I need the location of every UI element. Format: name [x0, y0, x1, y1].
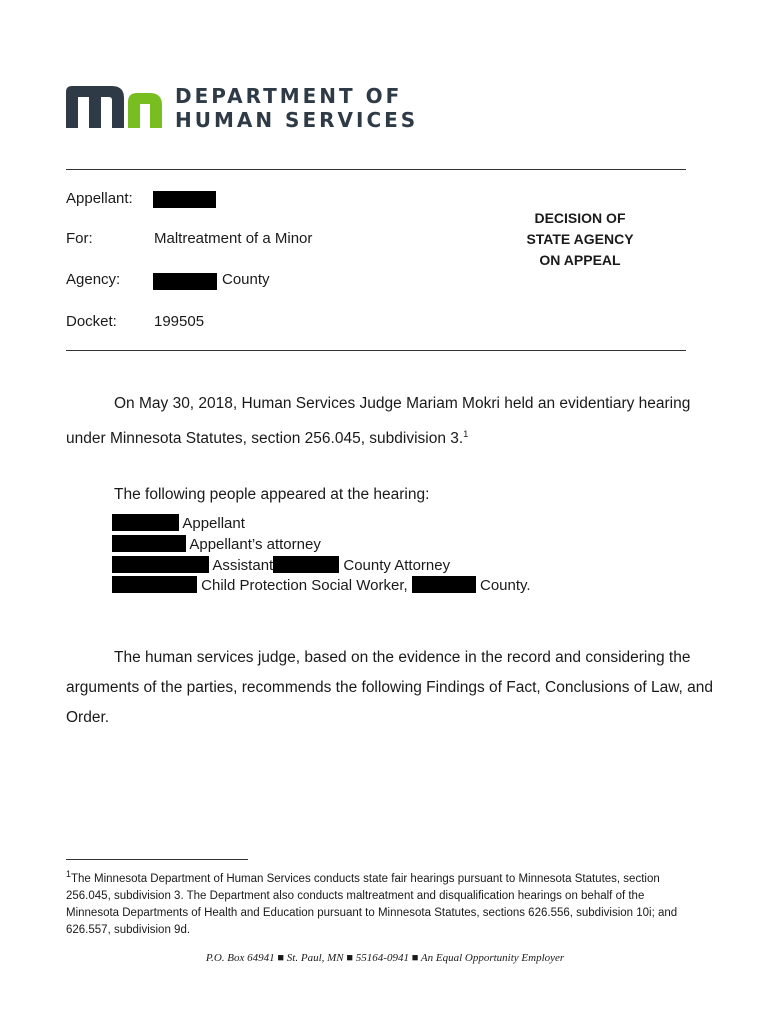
agency-value: County	[222, 271, 270, 288]
bottom-divider	[66, 350, 686, 351]
para2-line1: The human services judge, based on the evidence in the record and considering the	[114, 649, 691, 666]
footnote-line-3: Minnesota Departments of Health and Education pursuant to Minnesota Statutes, sections 626.556, subdivision 10i; and	[66, 906, 678, 919]
appearance-2	[112, 535, 321, 555]
agency-label: Agency:	[66, 271, 121, 288]
appearance-4-pre: Child Protection Social Worker,	[201, 577, 408, 594]
footnote-ref: 1	[463, 429, 469, 439]
appearance-4	[112, 576, 531, 596]
logo-line-1: DEPARTMENT OF	[175, 84, 403, 108]
redaction-bar	[112, 535, 186, 552]
para1-line2-text: under Minnesota Statutes, section 256.045, subdivision 3.	[66, 430, 464, 448]
footnote-marker: 1	[66, 869, 72, 879]
redaction-bar	[153, 273, 217, 290]
appearance-3-pre: Assistant	[212, 557, 274, 574]
docket-label: Docket:	[66, 313, 117, 330]
decision-line-3: ON APPEAL	[539, 252, 621, 268]
footnote-line-4: 626.557, subdivision 9d.	[66, 923, 191, 936]
redaction-bar	[112, 514, 179, 531]
page-footer: P.O. Box 64941 ■ St. Paul, MN ■ 55164-0941 ■ An Equal Opportunity Employer	[205, 952, 565, 964]
footnote-line-1-text: The Minnesota Department of Human Services conducts state fair hearings pursuant to Minnesota Statutes, section	[71, 872, 660, 885]
for-label: For:	[66, 230, 93, 247]
decision-line-2: STATE AGENCY	[526, 231, 634, 247]
footnote-divider	[66, 859, 248, 860]
redaction-bar	[112, 556, 209, 573]
footnote-line-1	[66, 866, 696, 888]
redaction-bar	[412, 576, 476, 593]
top-divider	[66, 169, 686, 170]
decision-line-1: DECISION OF	[534, 210, 626, 226]
appearance-2-role: Appellant’s attorney	[189, 536, 321, 553]
docket-value: 199505	[154, 313, 205, 330]
mn-logo-icon	[66, 86, 162, 128]
for-value: Maltreatment of a Minor	[154, 230, 313, 247]
para2-line3: Order.	[66, 709, 110, 726]
decision-title	[500, 208, 660, 271]
appearance-4-post: County.	[480, 577, 531, 594]
appellant-label: Appellant:	[66, 190, 133, 207]
logo-line-2: HUMAN SERVICES	[175, 108, 419, 132]
footnote	[66, 866, 696, 939]
para1-line1: On May 30, 2018, Human Services Judge Mariam Mokri held an evidentiary hearing	[114, 395, 691, 412]
para1-line2	[66, 419, 468, 454]
appearance-3-post: County Attorney	[343, 557, 451, 574]
redaction-bar	[153, 191, 216, 208]
appearance-1-role: Appellant	[182, 515, 245, 532]
appearance-1	[112, 514, 245, 534]
para2-line2: arguments of the parties, recommends the following Findings of Fact, Conclusions of Law, and	[66, 679, 714, 696]
footnote-line-2: 256.045, subdivision 3. The Department also conducts maltreatment and disqualification hearings on behalf of the	[66, 889, 645, 902]
redaction-bar	[112, 576, 197, 593]
department-logo-text	[175, 84, 418, 132]
appearance-3	[112, 556, 450, 576]
redaction-bar	[273, 556, 339, 573]
appeared-intro: The following people appeared at the hearing:	[114, 486, 430, 503]
